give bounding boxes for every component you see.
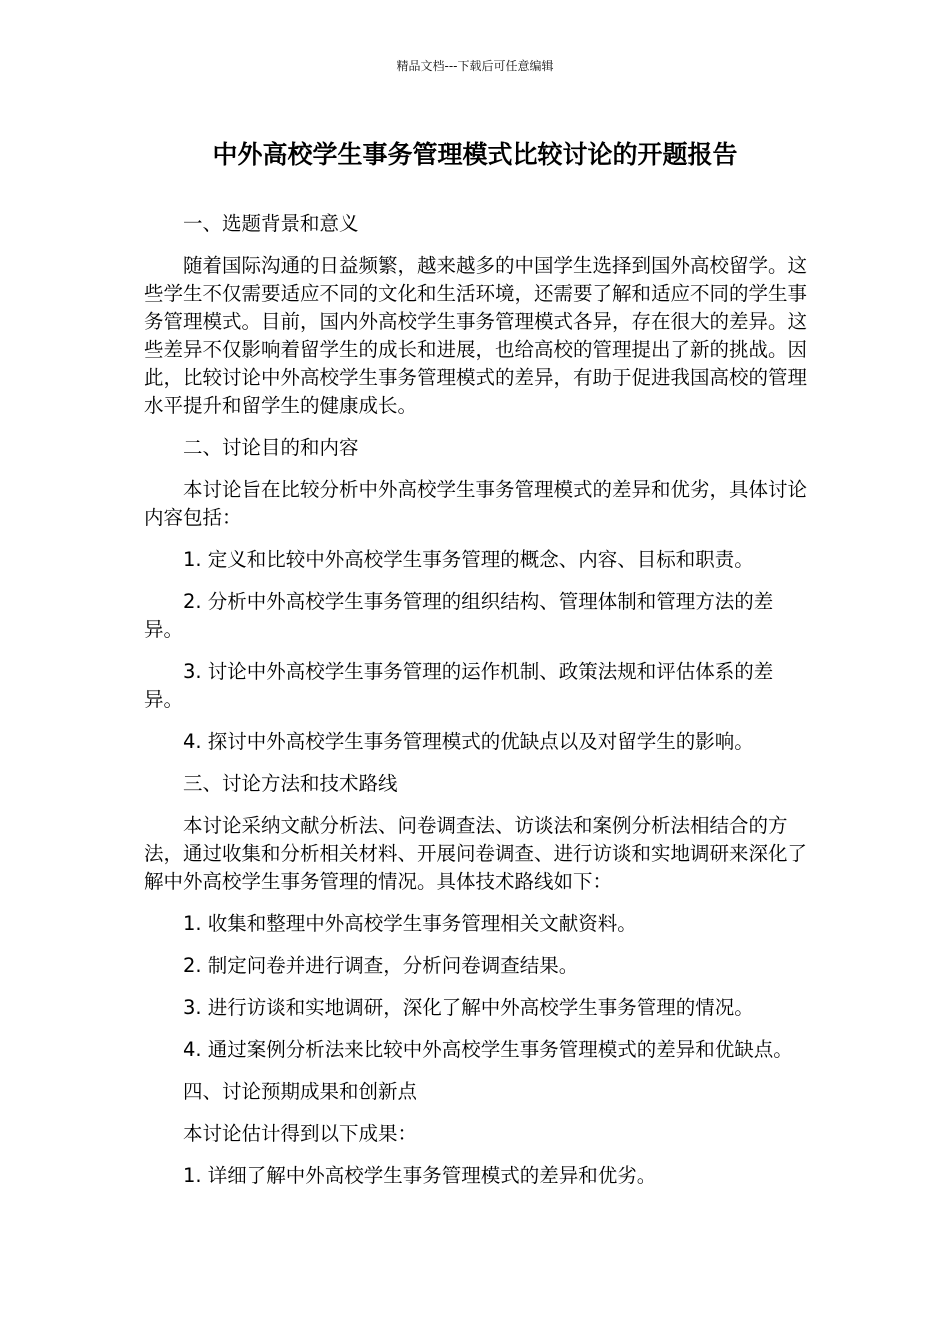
document-title: 中外高校学生事务管理模式比较讨论的开题报告 [212, 140, 738, 169]
paragraph-background: 随着国际沟通的日益频繁，越来越多的中国学生选择到国外高校留学。这些学生不仅需要适应不同的文化和生活环境，还需要了解和适应不同的学生事务管理模式。目前，国内外高校学生事务管理模式各异，存在很大的差异。这些差异不仅影响着留学生的成长和进展，也给高校的管理提出了新的挑战。因此，比较讨论中外高校学生事务管理模式的差异，有助于促进我国高校的管理水平提升和留学生的健康成长。 [144, 254, 808, 417]
paragraph-outcomes-intro: 本讨论估计得到以下成果： [183, 1122, 418, 1145]
paragraph-method-intro: 本讨论采纳文献分析法、问卷调查法、访谈法和案例分析法相结合的方法，通过收集和分析相关材料、开展问卷调查、进行访谈和实地调研来深化了解中外高校学生事务管理的情况。具体技术路线如下： [144, 814, 808, 893]
list-item-outcomes-1: 1. 详细了解中外高校学生事务管理模式的差异和优劣。 [183, 1164, 657, 1187]
list-item-purpose-4: 4. 探讨中外高校学生事务管理模式的优缺点以及对留学生的影响。 [183, 730, 754, 753]
list-item-method-4: 4. 通过案例分析法来比较中外高校学生事务管理模式的差异和优缺点。 [183, 1038, 793, 1061]
list-item-method-2: 2. 制定问卷并进行调查，分析问卷调查结果。 [183, 954, 579, 977]
section-heading-purpose: 二、讨论目的和内容 [183, 436, 359, 459]
section-heading-outcomes: 四、讨论预期成果和创新点 [183, 1080, 418, 1103]
list-item-purpose-2: 2. 分析中外高校学生事务管理的组织结构、管理体制和管理方法的差异。 [144, 590, 774, 641]
list-item-purpose-3: 3. 讨论中外高校学生事务管理的运作机制、政策法规和评估体系的差异。 [144, 660, 774, 711]
list-item-method-1: 1. 收集和整理中外高校学生事务管理相关文献资料。 [183, 912, 637, 935]
section-heading-method: 三、讨论方法和技术路线 [183, 772, 398, 795]
list-item-method-3: 3. 进行访谈和实地调研，深化了解中外高校学生事务管理的情况。 [183, 996, 754, 1019]
document-body [144, 210, 808, 1204]
list-item-purpose-1: 1. 定义和比较中外高校学生事务管理的概念、内容、目标和职责。 [183, 548, 754, 571]
header-note: 精品文档---下载后可任意编辑 [396, 59, 554, 73]
section-heading-background: 一、选题背景和意义 [183, 212, 359, 235]
paragraph-purpose-intro: 本讨论旨在比较分析中外高校学生事务管理模式的差异和优劣，具体讨论内容包括： [144, 478, 808, 529]
